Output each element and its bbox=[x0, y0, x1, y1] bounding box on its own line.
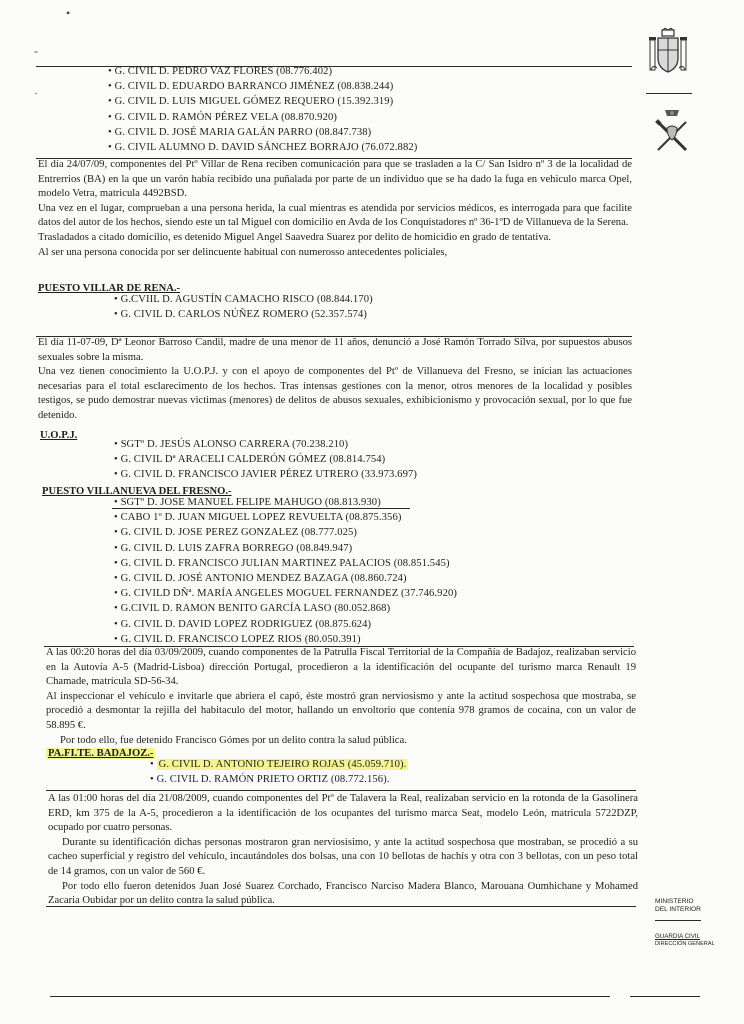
section-divider bbox=[46, 790, 636, 791]
personnel-list bbox=[114, 292, 373, 322]
personnel-list bbox=[114, 437, 417, 483]
list-item: • G. CIVIL D. RAMÓN PÉREZ VELA (08.870.920) bbox=[108, 110, 417, 125]
list-item: • SGTº D. JESÚS ALONSO CARRERA (70.238.210) bbox=[114, 437, 417, 452]
ministry-line-1: MINISTERIO bbox=[655, 898, 694, 905]
list-item: • G. CIVIL D. EDUARDO BARRANCO JIMÉNEZ (08.838.244) bbox=[108, 79, 417, 94]
header-rule-right bbox=[646, 93, 692, 94]
list-item: • G. CIVIL Dª ARACELI CALDERÓN GÓMEZ (08.814.754) bbox=[114, 452, 417, 467]
paragraph: A las 01:00 horas del día 21/08/2009, cuando componentes del Ptº de Talavera la Real, realizaban servicio en la rotonda de la Gasolinera ERD, km 375 de la A-5, procedieron a la identificación de los ocupantes del turismo marca Seat, modelo León, matricula 5722DZP, ocupado por cuatro personas. bbox=[48, 793, 638, 834]
scan-mark: - bbox=[34, 44, 38, 58]
paragraph: Al inspeccionar el vehículo e invitarle que abriera el capó, éste mostró gran nerviosismo y ante la actitud sospechosa que mostraba, se procedió a desmontar la rejilla del habitaculo del motor, hallando un envoltorio que contenía 978 gramos de cocaína, con un valor de 58.895 €. bbox=[46, 690, 636, 731]
list-item: • CABO 1º D. JUAN MIGUEL LOPEZ REVUELTA (08.875.356) bbox=[114, 510, 457, 525]
list-item: • G. CIVIL D. JOSÉ MARIA GALÁN PARRO (08.847.738) bbox=[108, 125, 417, 140]
agency-label bbox=[655, 934, 715, 947]
agency-subtitle: DIRECCIÓN GENERAL bbox=[655, 940, 715, 947]
highlighted-name: G. CIVIL D. ANTONIO TEJEIRO ROJAS (45.059.710). bbox=[158, 759, 407, 770]
list-item: • G.CVIIL D. AGUSTÍN CAMACHO RISCO (08.844.170) bbox=[114, 292, 373, 307]
list-item: • SGTº D. JOSE MANUEL FELIPE MAHUGO (08.813.930) bbox=[114, 495, 457, 510]
list-item: • G. CIVIL D. JOSÉ ANTONIO MENDEZ BAZAGA (08.860.724) bbox=[114, 571, 457, 586]
paragraph: A las 00:20 horas del día 03/09/2009, cuando componentes de la Patrulla Fiscal Territorial de la Compañía de Badajoz, realizaban servicio en la Autovía A-5 (Madrid-Lisboa) dirección Portugal, procedieron a la identificación del ocupante del turismo marca Renault 19 Chamade, matrícula SD-56-34. bbox=[46, 647, 636, 688]
paragraph: Durante su identificación dichas personas mostraron gran nerviosisimo, y ante la actitud sospechosa que mostraban, se procedió a su cacheo superficial y registro del vehículo, incautándoles dos bolsas, una con 10 bellotas de hachís y otra con 3 bellotas, con un peso total de 14 gramos, con un valor de 560 €. bbox=[48, 836, 638, 877]
bottom-rule bbox=[630, 996, 700, 997]
paragraph: Una vez en el lugar, comprueban a una persona herida, la cual mientras es atendida por servicios médicos, es interrogada para que facilite datos del autor de los hechos, siendo este un tal Miguel con domicilio en Avda de los Conquistadores nº 36-1ºD de Villanueva de la Serena. bbox=[38, 202, 632, 229]
list-item: • G. CIVIL D. PEDRO VAZ FLORES (08.776.402) bbox=[108, 64, 417, 79]
list-item: • G. CIVIL D. LUIS MIGUEL GÓMEZ REQUERO (15.392.319) bbox=[108, 94, 417, 109]
paragraph: Al ser una persona conocida por ser delincuente habitual con numerosso antecedentes policiales, bbox=[38, 246, 448, 258]
paragraph: Por todo ello, fue detenido Francisco Gómes por un delito contra la salud pública. bbox=[60, 734, 407, 746]
unit-title: PUESTO VILLAR DE RENA.- bbox=[38, 283, 181, 294]
list-item: • G. CIVIL ALUMNO D. DAVID SÁNCHEZ BORRAJO (76.072.882) bbox=[108, 140, 417, 155]
case-report-1 bbox=[38, 158, 632, 260]
paragraph: Por todo ello fueron detenidos Juan José Suarez Corchado, Francisco Narciso Madera Blanco, Marouana Oumhichane y Mohamed Zacaria Oubidar por un delito contra la salud pública. bbox=[48, 880, 638, 907]
paragraph: El día 11-07-09, Dª Leonor Barroso Candil, madre de una menor de 11 años, denunció a José Ramón Torrado Silva, por supuestos abusos sexuales sobre la misma. bbox=[38, 337, 632, 363]
list-item: • G.CIVIL D. RAMON BENITO GARCÍA LASO (80.052.868) bbox=[114, 601, 457, 616]
personnel-list bbox=[114, 495, 457, 647]
personnel-list bbox=[150, 757, 408, 787]
case-report-3 bbox=[46, 646, 636, 748]
bottom-rule bbox=[50, 996, 610, 997]
personnel-list bbox=[108, 64, 417, 155]
case-report-4 bbox=[48, 792, 638, 909]
ministry-rule bbox=[655, 920, 701, 921]
unit-title bbox=[46, 748, 155, 759]
list-item: • G. CIVILD DÑª. MARÍA ANGELES MOGUEL FERNANDEZ (37.746.920) bbox=[114, 586, 457, 601]
ministry-line-2: DEL INTERIOR bbox=[655, 906, 701, 913]
coat-of-arms-icon bbox=[648, 28, 688, 80]
list-item: • G. CIVIL D. JOSE PEREZ GONZALEZ (08.777.025) bbox=[114, 525, 457, 540]
section-divider bbox=[46, 906, 636, 907]
ministry-label bbox=[655, 898, 701, 914]
case-report-2 bbox=[38, 336, 632, 424]
paragraph: Una vez tienen conocimiento la U.O.P.J. y con el apoyo de componentes del Ptº de Villanueva del Fresno, se inician las actuaciones necesarias para el total esclarecimento de los hechos. Tras intensas gestiones con la menor, otros menores de la localidad y posibles testigos, se pudo demostrar nuevas victimas (menores) de delitos de abusos sexuales, exhibicionismo y provocación sexual, por lo que fue detenido. bbox=[38, 366, 632, 421]
list-item: • G. CIVIL D. FRANCISCO LOPEZ RIOS (80.050.391) bbox=[114, 632, 457, 647]
list-item: • G. CIVIL D. FRANCISCO JULIAN MARTINEZ PALACIOS (08.851.545) bbox=[114, 556, 457, 571]
list-item: • G. CIVIL D. CARLOS NÚÑEZ ROMERO (52.357.574) bbox=[114, 307, 373, 322]
unit-title: U.O.P.J. bbox=[40, 430, 78, 441]
paragraph: El día 24/07/09, componentes del Ptº Villar de Rena reciben comunicación para que se trasladen a la C/ San Isidro nº 3 de la localidad de Entrerrios (BA) en la que un varón había recibido una puñalada por parte de un individuo que se ha dado la fuga en vehiculo marca Opel, modelo Vetra, matricula 4492BSD. bbox=[38, 159, 632, 200]
scan-mark: • bbox=[66, 6, 71, 20]
paragraph: Trasladados a citado domicilio, es detenido Miguel Angel Saavedra Suarez por delito de homicidio en grado de tentativa. bbox=[38, 231, 551, 243]
scan-mark: · bbox=[34, 86, 38, 100]
list-item: • G. CIVIL D. LUIS ZAFRA BORREGO (08.849.947) bbox=[114, 541, 457, 556]
highlighted-unit-title: PA.FI.TE. BADAJOZ.- bbox=[48, 748, 154, 759]
list-item: • G. CIVIL D. RAMÓN PRIETO ORTIZ (08.772.156). bbox=[150, 772, 408, 787]
list-item: • G. CIVIL D. FRANCISCO JAVIER PÉREZ UTRERO (33.973.697) bbox=[114, 467, 417, 482]
list-item: • G. CIVIL D. DAVID LOPEZ RODRIGUEZ (08.875.624) bbox=[114, 617, 457, 632]
strike-rule bbox=[112, 508, 410, 509]
agency-name: GUARDIA CIVIL bbox=[655, 933, 701, 940]
guardia-civil-emblem-icon bbox=[652, 108, 692, 154]
unit-title: PUESTO VILLANUEVA DEL FRESNO.- bbox=[42, 486, 232, 497]
list-item bbox=[150, 757, 408, 772]
